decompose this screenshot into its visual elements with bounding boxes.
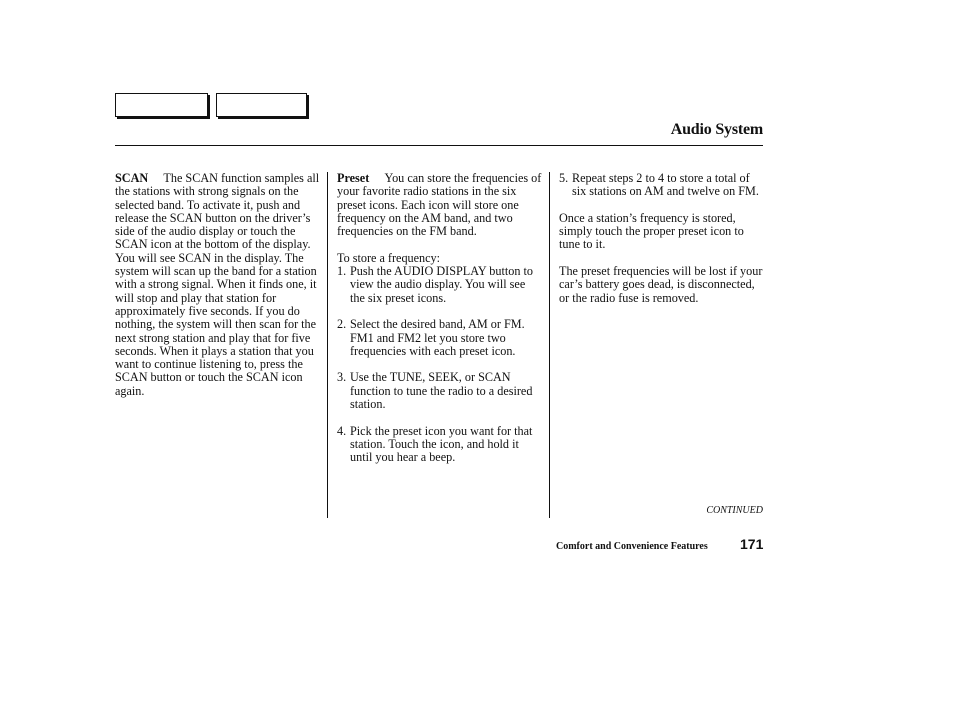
header-tab-box-left xyxy=(115,93,208,117)
preset-step-2 xyxy=(337,318,543,358)
stored-frequency-paragraph: Once a station’s frequency is stored, simply touch the proper preset icon to tune to it. xyxy=(559,210,744,252)
step-text: Push the AUDIO DISPLAY button to view the audio display. You will see the six preset icons. xyxy=(350,264,533,305)
preset-text: You can store the frequencies of your favorite radio stations in the six preset icons. Each icon will store one frequency on the AM band, and two frequencies on the FM band. xyxy=(337,171,542,239)
step-number: 3. xyxy=(337,370,347,385)
preset-intro: To store a frequency: xyxy=(337,250,441,265)
header-tab-box-right xyxy=(216,93,307,117)
continued-label: CONTINUED xyxy=(706,505,763,516)
preset-paragraph xyxy=(337,172,543,238)
column-scan xyxy=(115,172,320,411)
preset-step-3 xyxy=(337,371,543,411)
column-continued xyxy=(559,172,763,318)
lost-frequency-paragraph: The preset frequencies will be lost if your car’s battery goes dead, is disconnected, or the radio fuse is removed. xyxy=(559,264,763,305)
step-text: Select the desired band, AM or FM. FM1 and FM2 let you store two frequencies with each preset icon. xyxy=(350,317,525,358)
column-divider-1 xyxy=(327,172,328,518)
step-number: 4. xyxy=(337,423,347,438)
preset-step-1 xyxy=(337,265,543,305)
scan-heading: SCAN xyxy=(115,171,149,185)
step-text: Use the TUNE, SEEK, or SCAN function to tune the radio to a desired station. xyxy=(350,370,533,412)
column-divider-2 xyxy=(549,172,550,518)
step-number: 2. xyxy=(337,317,347,332)
preset-step-5 xyxy=(559,172,763,199)
scan-paragraph xyxy=(115,172,320,398)
title-rule xyxy=(115,145,763,146)
scan-text: The SCAN function samples all the stations with strong signals on the selected band. To activate it, push and release the SCAN button on the driver’s side of the audio display or touch the SCAN icon at the bottom of the display. You will see SCAN in the display. The system will scan up the band for a station with a strong signal. When it finds one, it will stop and play that station for approximately five seconds. If you do nothing, the system will then scan for the next strong station and play that for five seconds. When it plays a station that you want to continue listening to, press the SCAN button or touch the SCAN icon again. xyxy=(115,171,320,398)
section-title: Audio System xyxy=(670,121,763,138)
step-text: Pick the preset icon you want for that station. Touch the icon, and hold it until you hear a beep. xyxy=(350,423,533,465)
step-number: 5. xyxy=(559,171,569,185)
page-number: 171 xyxy=(740,536,764,552)
footer-section-title: Comfort and Convenience Features xyxy=(556,541,708,552)
step-number: 1. xyxy=(337,264,347,279)
step-text: Repeat steps 2 to 4 to store a total of six stations on AM and twelve on FM. xyxy=(572,171,759,199)
preset-heading: Preset xyxy=(337,171,370,185)
column-preset xyxy=(337,172,543,478)
preset-step-4 xyxy=(337,425,543,465)
